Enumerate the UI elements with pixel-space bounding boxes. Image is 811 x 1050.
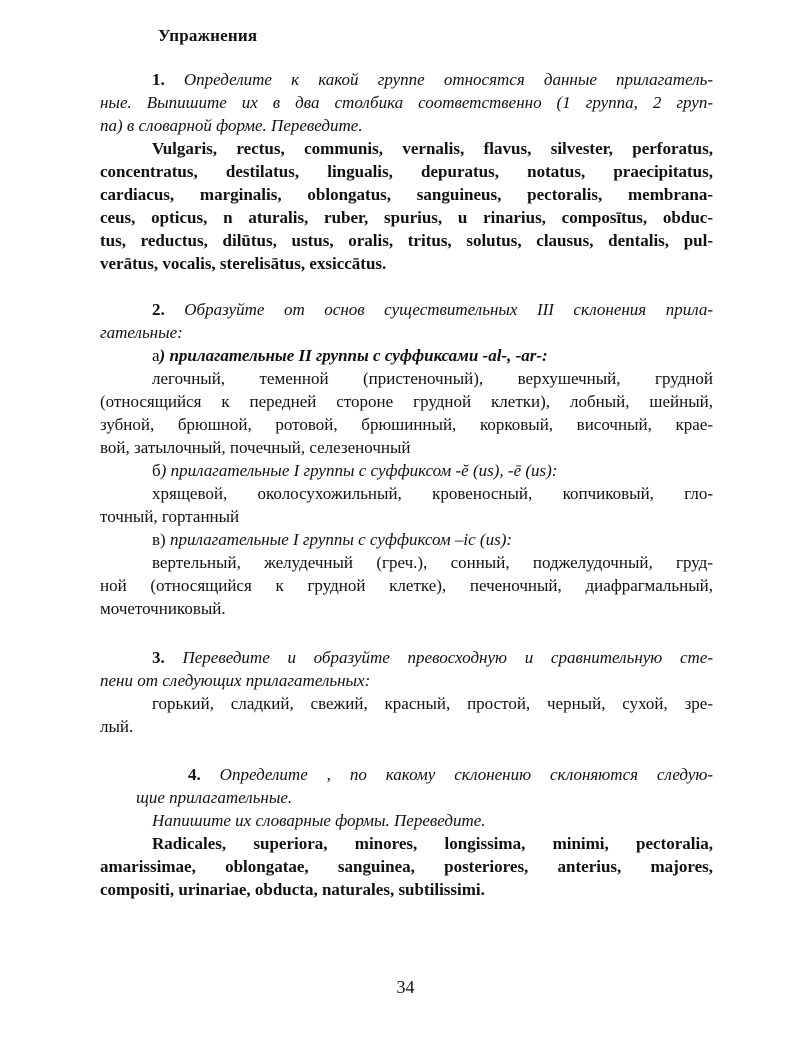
subtask-b-text: ) прилагательные I группы с суффиксом -ĕ (us), -ē (us): bbox=[160, 461, 558, 480]
exercise-4-words-line-2: amarissimae, oblongatae, sanguinea, posteriores, anterius, majores, bbox=[100, 857, 713, 876]
exercise-2-subtask-c bbox=[100, 528, 713, 551]
exercise-2-task-line-1: 2. Образуйте от основ существительных III склонения прила- bbox=[152, 300, 713, 319]
subtask-c-text: прилагательные I группы с суффиксом –ic (us): bbox=[165, 530, 513, 549]
exercise-1-words-line-4: ceus, opticus, n aturalis, ruber, spurius, u rinarius, composītus, obduc- bbox=[100, 208, 713, 227]
exercise-2 bbox=[100, 298, 713, 620]
exercise-4 bbox=[100, 763, 713, 901]
exercise-2-c-words-line-2: ной (относящийся к грудной клетке), печеночный, диафрагмальный, bbox=[100, 576, 713, 595]
section-heading: Упражнения bbox=[158, 26, 258, 45]
exercise-4-words-line-3: compositi, urinariae, obducta, naturales, subtilissimi. bbox=[100, 880, 485, 899]
exercise-4-words-line-1: Radicales, superiora, minores, longissima, minimi, pectoralia, bbox=[152, 834, 713, 853]
exercise-3-words-line-1: горький, сладкий, свежий, красный, простой, черный, сухой, зре- bbox=[152, 694, 713, 713]
exercise-2-subtask-b bbox=[100, 459, 713, 482]
exercise-4-task-line-1: 4. Определите , по какому склонению склоняются следую- bbox=[188, 765, 714, 784]
exercise-2-c-words-line-1: вертельный, желудечный (греч.), сонный, поджелудочный, груд- bbox=[152, 553, 713, 572]
exercise-2-a-words-line-4: вой, затылочный, почечный, селезеночный bbox=[100, 438, 411, 457]
exercise-3-words-line-2: лый. bbox=[100, 717, 134, 736]
exercise-1-task-line-1: 1. Определите к какой группе относятся данные прилагатель- bbox=[152, 70, 714, 89]
exercise-1-words-line-1: Vulgaris, rectus, communis, vernalis, flavus, silvester, perforatus, bbox=[152, 139, 713, 158]
page-number: 34 bbox=[396, 977, 415, 997]
exercise-1-words-line-6: verātus, vocalis, sterelisātus, exsiccātus. bbox=[100, 254, 387, 273]
exercise-1-task-line-2: ные. Выпишите их в два столбика соответственно (1 группа, 2 груп- bbox=[100, 93, 713, 112]
exercise-2-a-words-line-1: легочный, теменной (пристеночный), верхушечный, грудной bbox=[152, 369, 713, 388]
subtask-c-label: в) bbox=[152, 530, 166, 549]
exercise-3-task-line-2: пени от следующих прилагательных: bbox=[100, 671, 371, 690]
exercise-3-number: 3. bbox=[152, 648, 165, 667]
exercise-2-b-words-line-2: точный, гортанный bbox=[100, 507, 240, 526]
exercise-3-task-line-1: 3. Переведите и образуйте превосходную и сравнительную сте- bbox=[152, 648, 714, 667]
exercise-4-number: 4. bbox=[188, 765, 201, 784]
subtask-a-label: а bbox=[152, 346, 160, 365]
exercise-4-task-line-2: щие прилагательные. bbox=[136, 788, 293, 807]
exercise-1 bbox=[100, 68, 713, 275]
exercise-2-a-words-line-2: (относящийся к передней стороне грудной клетки), лобный, шейный, bbox=[100, 392, 713, 411]
exercise-2-subtask-a bbox=[100, 344, 713, 367]
exercise-2-b-words-line-1: хрящевой, околосухожильный, кровеносный, копчиковый, гло- bbox=[152, 484, 713, 503]
exercise-3 bbox=[100, 646, 713, 738]
subtask-a-text: ) прилагательные II группы с суффиксами -al-, -ar-: bbox=[159, 346, 548, 365]
exercise-1-words-line-3: cardiacus, marginalis, oblongatus, sanguineus, pectoralis, membrana- bbox=[100, 185, 713, 204]
exercise-1-words-line-2: concentratus, destilatus, lingualis, depuratus, notatus, praecipitatus, bbox=[100, 162, 713, 181]
exercise-2-a-words-line-3: зубной, брюшной, ротовой, брюшинный, корковый, височный, крае- bbox=[100, 415, 713, 434]
exercise-2-number: 2. bbox=[152, 300, 165, 319]
exercise-1-words-line-5: tus, reductus, dilūtus, ustus, oralis, tritus, solutus, clausus, dentalis, pul- bbox=[100, 231, 713, 250]
exercise-4-task2: Напишите их словарные формы. Переведите. bbox=[152, 811, 486, 830]
subtask-b-label: б bbox=[152, 461, 161, 480]
exercise-1-number: 1. bbox=[152, 70, 165, 89]
exercise-1-task-line-3: па) в словарной форме. Переведите. bbox=[100, 116, 363, 135]
exercise-2-c-words-line-3: мочеточниковый. bbox=[100, 599, 226, 618]
exercise-2-task-line-2: гательные: bbox=[100, 323, 183, 342]
